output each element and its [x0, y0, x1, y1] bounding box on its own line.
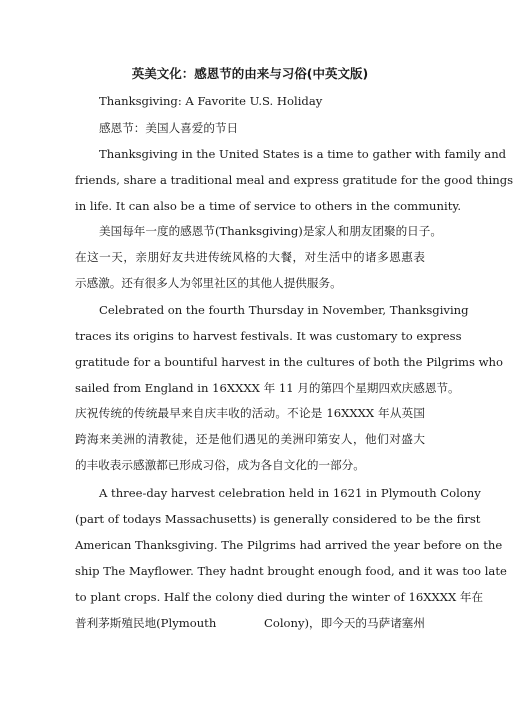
paragraph-line: 庆祝传统的传统最早来自庆丰收的活动。不论是 16XXXX 年从英国 — [75, 406, 425, 420]
paragraph-line: American Thanksgiving. The Pilgrims had arrived the year before on the — [75, 538, 503, 552]
paragraph-line: 示感激。还有很多人为邻里社区的其他人提供服务。 — [75, 276, 342, 290]
paragraph-line-left: 普利茅斯殖民地(Plymouth — [75, 616, 217, 630]
paragraph-line: ship The Mayflower. They hadnt brought enough food, and it was too late — [75, 564, 507, 578]
paragraph-line-split — [75, 616, 425, 630]
paragraph-line: gratitude for a bountiful harvest in the cultures of both the Pilgrims who — [75, 355, 504, 369]
paragraph-line: Thanksgiving in the United States is a time to gather with family and — [99, 147, 507, 161]
paragraph-line: Celebrated on the fourth Thursday in November, Thanksgiving — [99, 303, 469, 317]
paragraph-line: to plant crops. Half the colony died during the winter of 16XXXX 年在 — [75, 590, 484, 604]
paragraph-line: sailed from England in 16XXXX 年 11 月的第四个星期四欢庆感恩节。 — [75, 381, 460, 395]
paragraph-line: traces its origins to harvest festivals. It was customary to express — [75, 329, 462, 343]
document-title: 英美文化：感恩节的由来与习俗(中英文版) — [131, 66, 369, 81]
paragraph-line-right: Colony)，即今天的马萨诸塞州 — [263, 616, 425, 630]
paragraph-line: in life. It can also be a time of service to others in the community. — [75, 199, 462, 213]
paragraph-line: friends, share a traditional meal and express gratitude for the good things — [75, 173, 513, 187]
paragraph-line: 的丰收表示感激都已形成习俗，成为各自文化的一部分。 — [75, 458, 365, 472]
paragraph-line: 美国每年一度的感恩节(Thanksgiving)是家人和朋友团聚的日子。 — [99, 224, 442, 238]
subtitle-chinese: 感恩节：美国人喜爱的节日 — [99, 121, 239, 135]
paragraph-line: 在这一天，亲朋好友共进传统风格的大餐，对生活中的诸多恩惠表 — [75, 250, 425, 264]
paragraph-line: (part of todays Massachusetts) is generally considered to be the first — [75, 512, 481, 526]
paragraph-line: 跨海来美洲的清教徒，还是他们遇见的美洲印第安人，他们对盛大 — [75, 432, 425, 446]
subtitle-english: Thanksgiving: A Favorite U.S. Holiday — [99, 94, 323, 108]
paragraph-line: A three-day harvest celebration held in 1621 in Plymouth Colony — [99, 486, 481, 500]
